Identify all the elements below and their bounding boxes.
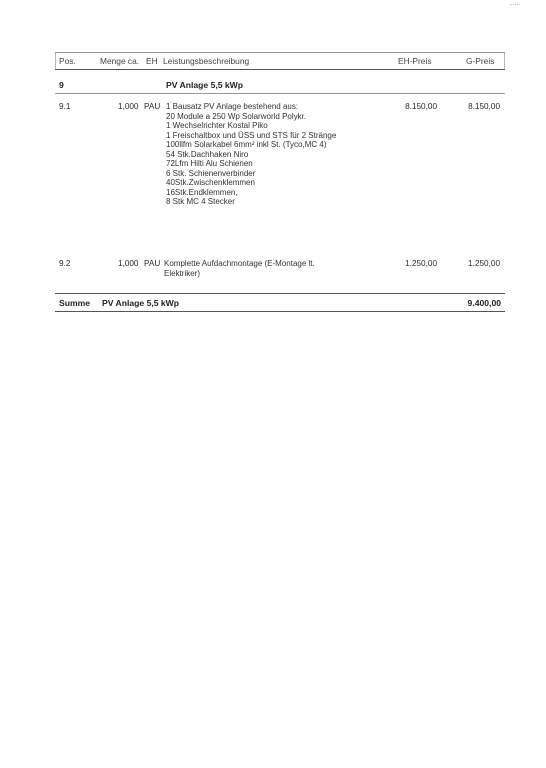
- description-line: Elektriker): [164, 268, 201, 278]
- section-rule: [55, 93, 505, 94]
- header-eh: EH: [146, 56, 158, 66]
- item-pos: 9.1: [59, 102, 71, 111]
- item-g-preis: 1.250,00: [468, 259, 500, 268]
- header-bottom-rule: [55, 69, 505, 70]
- item-menge: 1,000: [118, 102, 139, 111]
- summe-label: Summe: [59, 298, 91, 308]
- header-eh-preis: EH-Preis: [398, 56, 432, 66]
- scan-artifact: [510, 4, 520, 9]
- item-g-preis: 8.150,00: [468, 102, 500, 111]
- header-menge: Menge ca.: [100, 56, 140, 66]
- summe-bottom-rule: [55, 311, 505, 312]
- item-description: [166, 102, 336, 207]
- item-eh-preis: 8.150,00: [405, 102, 437, 111]
- header-right-border: [504, 52, 505, 69]
- header-leistungsbeschreibung: Leistungsbeschreibung: [163, 56, 250, 66]
- item-description: [164, 259, 315, 278]
- description-line: 40Stk.Zwischenklemmen: [166, 178, 255, 187]
- description-line: 54 Stk.Dachhaken Niro: [166, 149, 249, 159]
- description-line: 20 Module a 250 Wp Solarworld Polykr.: [166, 111, 307, 121]
- description-line: Komplette Aufdachmontage (E-Montage lt.: [164, 259, 315, 268]
- item-menge: 1,000: [118, 259, 139, 268]
- description-line: 6 Stk. Schienenverbinder: [166, 168, 256, 178]
- description-line: 8 Stk MC 4 Stecker: [166, 197, 235, 206]
- header-pos: Pos.: [59, 56, 76, 66]
- description-line: 16Stk.Endklemmen,: [166, 187, 238, 197]
- description-line: 72Lfm Hilti Alu Schienen: [166, 159, 253, 168]
- header-g-preis: G-Preis: [466, 56, 495, 66]
- item-eh: PAU: [144, 102, 161, 111]
- description-line: 1 Freischaltbox und ÜSS und STS für 2 Stränge: [166, 130, 337, 140]
- header-top-rule: [55, 52, 505, 53]
- header-left-border: [55, 52, 56, 69]
- description-line: 1 Bausatz PV Anlage bestehend aus:: [166, 102, 299, 111]
- summe-total: 9.400,00: [467, 298, 501, 308]
- description-line: 100llfm Solarkabel 6mm² inkl St. (Tyco,MC 4): [166, 140, 327, 149]
- section-title: PV Anlage 5,5 kWp: [166, 80, 244, 90]
- summe-title: PV Anlage 5,5 kWp: [102, 298, 180, 308]
- section-number: 9: [59, 80, 64, 90]
- description-line: 1 Wechselrichter Kostal Piko: [166, 121, 268, 130]
- item-eh-preis: 1.250,00: [405, 259, 437, 268]
- item-pos: 9.2: [59, 259, 71, 268]
- summe-top-rule: [55, 293, 505, 294]
- item-eh: PAU: [144, 259, 161, 268]
